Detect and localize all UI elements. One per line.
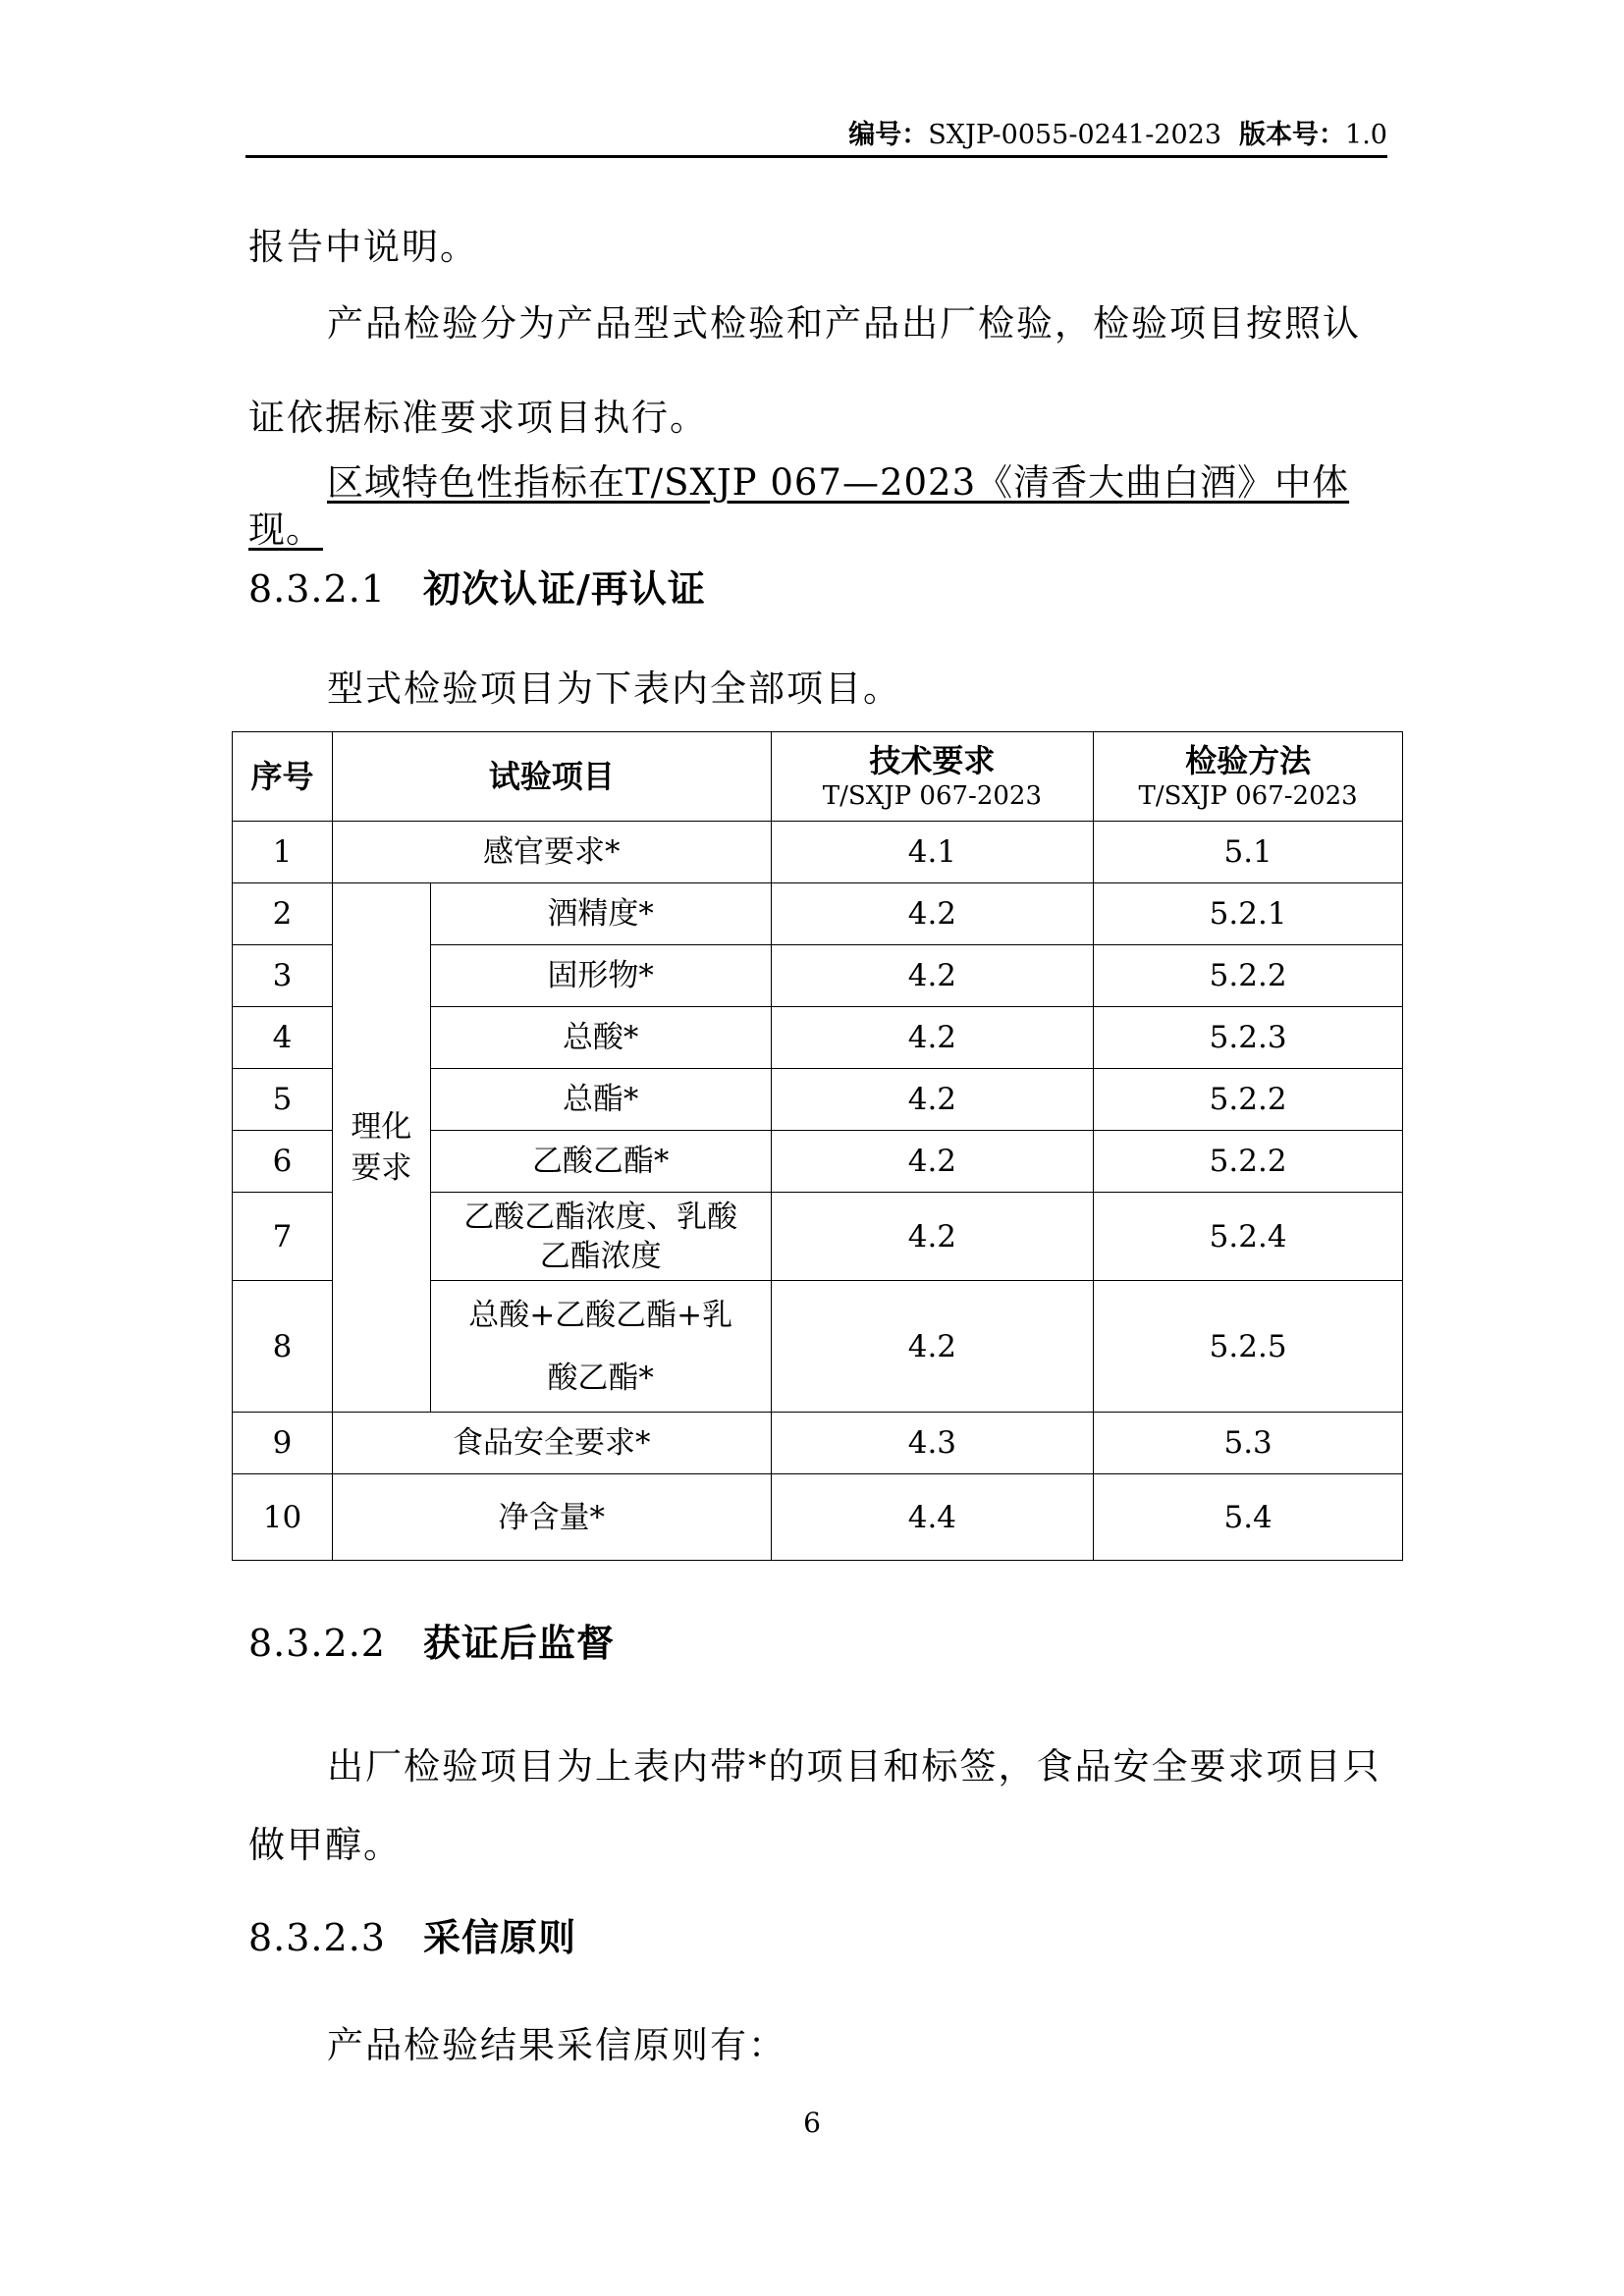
table-row: 3 固形物* 4.2 5.2.2 (233, 945, 1403, 1007)
section-heading-3 (248, 1914, 576, 1961)
table-row: 4 总酸* 4.2 5.2.3 (233, 1007, 1403, 1069)
code-value: SXJP-0055-0241-2023 (928, 120, 1222, 150)
section-number: 8.3.2.3 (248, 1916, 386, 1959)
table-row: 8 总酸+乙酸乙酯+乳酸乙酯* 4.2 5.2.5 (233, 1281, 1403, 1413)
header-requirement: 技术要求 T/SXJP 067-2023 (771, 732, 1094, 822)
paragraph-1: 报告中说明。 (248, 226, 478, 268)
header-item: 试验项目 (332, 732, 771, 822)
page-number: 6 (803, 2107, 821, 2139)
section-heading-1 (248, 565, 706, 613)
version-label: 版本号： (1239, 120, 1346, 150)
inspection-table (232, 731, 1403, 1561)
page-header (245, 116, 1387, 158)
paragraph-4: 型式检验项目为下表内全部项目。 (327, 667, 901, 710)
header-method: 检验方法 T/SXJP 067-2023 (1094, 732, 1403, 822)
paragraph-3: 区域特色性指标在T/SXJP 067—2023《清香大曲白酒》中体现。 (248, 461, 1350, 551)
section-number: 8.3.2.2 (248, 1622, 386, 1665)
paragraph-5: 出厂检验项目为上表内带*的项目和标签，食品安全要求项目只做甲醇。 (248, 1745, 1381, 1866)
table-row: 5 总酯* 4.2 5.2.2 (233, 1069, 1403, 1131)
paragraph-6: 产品检验结果采信原则有： (327, 2024, 786, 2066)
table-row: 1 感官要求* 4.1 5.1 (233, 822, 1403, 883)
section-title: 采信原则 (423, 1915, 577, 1959)
table-row: 9 食品安全要求* 4.3 5.3 (233, 1413, 1403, 1474)
table-row: 7 乙酸乙酯浓度、乳酸乙酯浓度 4.2 5.2.4 (233, 1193, 1403, 1281)
section-title: 初次认证/再认证 (423, 566, 706, 611)
paragraph-2: 产品检验分为产品型式检验和产品出厂检验，检验项目按照认证依据标准要求项目执行。 (248, 302, 1361, 439)
section-number: 8.3.2.1 (248, 567, 386, 611)
header-index: 序号 (233, 732, 333, 822)
table-row: 6 乙酸乙酯* 4.2 5.2.2 (233, 1131, 1403, 1193)
table-row: 2 理化 要求 酒精度* 4.2 5.2.1 (233, 883, 1403, 945)
section-heading-2 (248, 1620, 615, 1667)
table-header-row (233, 732, 1403, 822)
code-label: 编号： (848, 120, 929, 150)
section-title: 获证后监督 (423, 1621, 616, 1665)
version-value: 1.0 (1345, 120, 1387, 150)
table-row: 10 净含量* 4.4 5.4 (233, 1474, 1403, 1561)
group-label: 理化 要求 (332, 883, 430, 1413)
